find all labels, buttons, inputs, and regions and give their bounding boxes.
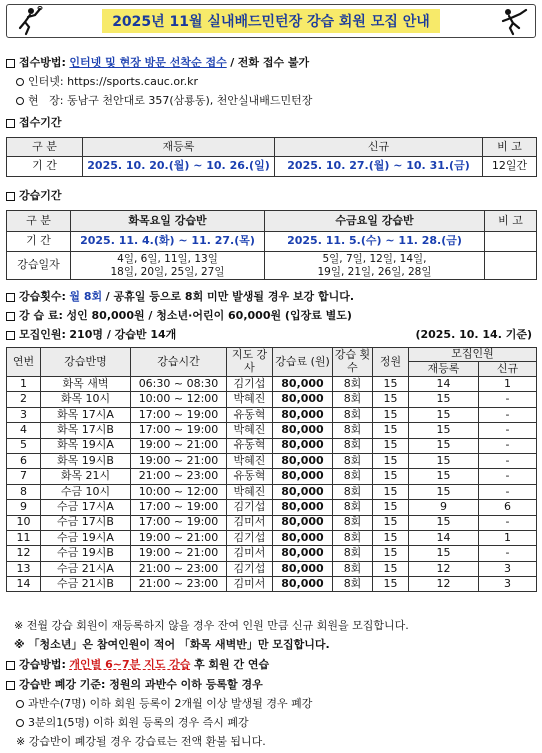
table-cell: 15	[373, 392, 409, 407]
table-cell: 14	[409, 530, 479, 545]
table-cell: 화목 19시B	[41, 453, 131, 468]
table-cell: 유동혁	[227, 469, 273, 484]
table-cell: 15	[373, 530, 409, 545]
square-bullet-icon	[6, 681, 15, 690]
table-cell: 19:00 ~ 21:00	[131, 438, 227, 453]
table-cell: 80,000	[273, 469, 333, 484]
table-cell: 80,000	[273, 546, 333, 561]
table-cell: 수금 10시	[41, 484, 131, 499]
table-row	[7, 438, 537, 453]
closure-item-1: 과반수(7명) 이하 회원 등록이 2개월 이상 발생될 경우 폐강	[6, 695, 312, 711]
table-cell: 12	[409, 561, 479, 576]
square-bullet-icon	[6, 312, 15, 321]
table-cell: 화목 새벽	[41, 377, 131, 392]
table-cell: 8회	[333, 530, 373, 545]
table-cell: 화목 17시B	[41, 423, 131, 438]
table-cell: 17:00 ~ 19:00	[131, 407, 227, 422]
table-cell: 김미서	[227, 515, 273, 530]
table-cell: 17:00 ~ 19:00	[131, 500, 227, 515]
table-cell: -	[479, 515, 537, 530]
website-link[interactable]: https://sports.cauc.or.kr	[67, 75, 198, 88]
table-cell: 김미서	[227, 577, 273, 592]
class-table-body	[7, 377, 537, 592]
table-cell: 15	[409, 407, 479, 422]
table-cell: 6	[479, 500, 537, 515]
table-row	[7, 407, 537, 422]
table-cell: 8회	[333, 515, 373, 530]
reception-online-text: 인터넷 및 현장 방문 선착순 접수	[69, 56, 227, 69]
reception-period-table: 구 분 재등록 신규 비 고 기 간 2025. 10. 20.(월) ~ 10. 26.(일) 2025. 10. 27.(월) ~ 10. 31.(금) 12일간	[6, 137, 537, 177]
table-cell: 80,000	[273, 577, 333, 592]
square-bullet-icon	[6, 293, 15, 302]
new-period: 2025. 10. 27.(월) ~ 10. 31.(금)	[275, 157, 483, 177]
table-cell: 15	[409, 392, 479, 407]
table-cell: 8회	[333, 577, 373, 592]
table-row	[7, 561, 537, 576]
lesson-count-line: 강습횟수: 월 8회 / 공휴일 등으로 8회 미만 발생될 경우 보강 합니다.	[6, 288, 354, 304]
recruit-as-of: (2025. 10. 14. 기준)	[415, 328, 532, 341]
table-cell: 21:00 ~ 23:00	[131, 561, 227, 576]
table-cell: 8회	[333, 392, 373, 407]
table-cell: 15	[409, 453, 479, 468]
class-table: 연번 강습반명 강습시간 지도 강사 강습료 (원) 강습 횟수 정원 모집인원 재등록 신규 1 화목 새벽 06:30 ~ 08:30 김기섭 80,000 8회 15 14 1 2 화목 10시 10:00 ~ 12:00 박혜진 80,000 8회 15 15 - 3 화목 17시A 17:00 ~ 19:00 유동혁 80,000 8회 15 15 - 4 화목 17시B 17:00 ~ 19:00 박혜진 80,000 8회 15 15 - 5 화목 19시A 19:00 ~ 21:00 유동혁 80,000 8회 15 15 - 6 화목 19시B 19:00 ~ 21:00 박혜진 80,000 8회 15 15 - 7 화목 21시 21:00 ~ 23:00 유동혁 80,000 8회 15 15 - 8 수금 10시 10:00 ~ 12:00 박혜진 80,000 8회 15 15 - 9 수금 17시A 17:00 ~ 19:00 김기섭 80,000 8회 15 9 6 10 수금 17시B 17:00 ~ 19:00 김미서 80,000 8회 15 15 - 11 수금 19시A 19:00 ~ 21:00 김기섭 80,000 8회 15 14 1 12 수금 19시B 19:00 ~ 21:00 김미서 80,000 8회 15 15 - 13 수금 21시A 21:00 ~ 23:00 김기섭 80,000 8회 15 12 3 14 수금 21시B 21:00 ~ 23:00 김미서 80,000 8회 15 12 3	[6, 347, 537, 592]
lesson-period-heading: 강습기간	[6, 187, 62, 203]
table-cell: -	[479, 453, 537, 468]
table-cell: 15	[409, 469, 479, 484]
table-cell: 15	[409, 546, 479, 561]
table-cell: 박혜진	[227, 423, 273, 438]
table-cell: 80,000	[273, 484, 333, 499]
table-cell: 19:00 ~ 21:00	[131, 530, 227, 545]
table-cell: 15	[373, 423, 409, 438]
table-cell: 15	[373, 546, 409, 561]
badminton-player-icon	[499, 6, 529, 36]
table-cell: 80,000	[273, 453, 333, 468]
internet-line: 인터넷: https://sports.cauc.or.kr	[6, 73, 198, 89]
wed-fri-period: 2025. 11. 5.(수) ~ 11. 28.(금)	[265, 232, 485, 252]
table-cell: 8회	[333, 484, 373, 499]
table-row	[7, 546, 537, 561]
table-cell: -	[479, 546, 537, 561]
tue-thu-days: 4일, 6일, 11일, 13일 18일, 20일, 25일, 27일	[71, 252, 265, 280]
table-cell: 15	[373, 438, 409, 453]
table-cell: 15	[409, 423, 479, 438]
table-cell: 10	[7, 515, 41, 530]
table-cell: 박혜진	[227, 484, 273, 499]
tue-thu-period: 2025. 11. 4.(화) ~ 11. 27.(목)	[71, 232, 265, 252]
table-cell: 10:00 ~ 12:00	[131, 484, 227, 499]
closure-heading: 강습반 폐강 기준: 정원의 과반수 이하 등록할 경우	[6, 676, 263, 692]
table-cell: 수금 17시B	[41, 515, 131, 530]
note-youth: ※ 「청소년」은 참여인원이 적어 「화목 새벽반」만 모집합니다.	[14, 638, 330, 651]
lesson-period-table: 구 분 화목요일 강습반 수금요일 강습반 비 고 기 간 2025. 11. 4.(화) ~ 11. 27.(목) 2025. 11. 5.(수) ~ 11. 28.(금) 강습일자 4일, 6일, 11일, 13일 18일, 20일, 25일, 27일 5일, 7일, 12일, 14일, 19일, 21일, 26일, 28일	[6, 210, 537, 280]
table-row	[7, 500, 537, 515]
reception-period-heading: 접수기간	[6, 114, 62, 130]
table-cell: 06:30 ~ 08:30	[131, 377, 227, 392]
table-cell: 80,000	[273, 530, 333, 545]
table-cell: 화목 10시	[41, 392, 131, 407]
table-cell: 15	[373, 469, 409, 484]
table-cell: 유동혁	[227, 407, 273, 422]
recruit-line: 모집인원: 210명 / 강습반 14개 (2025. 10. 14. 기준)	[6, 326, 536, 342]
table-cell: 1	[7, 377, 41, 392]
circle-bullet-icon	[16, 700, 24, 708]
table-cell: 15	[409, 484, 479, 499]
table-cell: 80,000	[273, 377, 333, 392]
table-cell: 김기섭	[227, 500, 273, 515]
table-cell: 80,000	[273, 500, 333, 515]
table-cell: 김미서	[227, 546, 273, 561]
table-cell: 13	[7, 561, 41, 576]
table-cell: 15	[373, 500, 409, 515]
lesson-fee-line: 강 습 료: 성인 80,000원 / 청소년·어린이 60,000원 (입장료 별도)	[6, 307, 352, 323]
table-cell: 80,000	[273, 561, 333, 576]
circle-bullet-icon	[16, 97, 24, 105]
table-cell: 8회	[333, 407, 373, 422]
table-cell: 14	[409, 377, 479, 392]
table-cell: 12	[7, 546, 41, 561]
table-cell: 화목 21시	[41, 469, 131, 484]
note-renewal: ※ 전월 강습 회원이 재등록하지 않을 경우 잔여 인원 만큼 신규 회원을 모집합니다.	[14, 619, 409, 632]
table-cell: 15	[409, 515, 479, 530]
reception-method-line: 접수방법: 인터넷 및 현장 방문 선착순 접수 / 전화 접수 불가	[6, 54, 309, 70]
table-cell: 8회	[333, 561, 373, 576]
table-cell: -	[479, 438, 537, 453]
table-cell: 8회	[333, 453, 373, 468]
table-cell: 9	[409, 500, 479, 515]
renewal-period: 2025. 10. 20.(월) ~ 10. 26.(일)	[83, 157, 275, 177]
table-cell: 19:00 ~ 21:00	[131, 453, 227, 468]
table-cell: 3	[479, 561, 537, 576]
table-row	[7, 484, 537, 499]
table-cell: -	[479, 423, 537, 438]
table-row	[7, 453, 537, 468]
table-cell: 80,000	[273, 515, 333, 530]
table-cell: 화목 19시A	[41, 438, 131, 453]
table-row	[7, 377, 537, 392]
table-cell: 8회	[333, 438, 373, 453]
table-cell: -	[479, 469, 537, 484]
table-cell: 19:00 ~ 21:00	[131, 546, 227, 561]
title-banner	[6, 4, 536, 38]
table-cell: 박혜진	[227, 392, 273, 407]
square-bullet-icon	[6, 192, 15, 201]
table-cell: 15	[373, 577, 409, 592]
table-cell: 8회	[333, 500, 373, 515]
method-highlight: 개인별 6~7분 지도 강습	[69, 658, 191, 671]
table-cell: 5	[7, 438, 41, 453]
table-cell: 17:00 ~ 19:00	[131, 423, 227, 438]
table-cell: 수금 19시A	[41, 530, 131, 545]
table-cell: 15	[409, 438, 479, 453]
table-cell: 박혜진	[227, 453, 273, 468]
table-cell: 화목 17시A	[41, 407, 131, 422]
table-row	[7, 577, 537, 592]
badminton-player-icon	[13, 6, 43, 36]
table-cell: 10:00 ~ 12:00	[131, 392, 227, 407]
table-cell: 6	[7, 453, 41, 468]
site-address: 동남구 천안대로 357(삼룡동), 천안실내배드민턴장	[66, 94, 313, 107]
table-cell: -	[479, 407, 537, 422]
table-row	[7, 469, 537, 484]
page-title: 2025년 11월 실내배드민턴장 강습 회원 모집 안내	[102, 9, 440, 33]
table-cell: 8회	[333, 423, 373, 438]
table-cell: 1	[479, 530, 537, 545]
reception-phone-text: 전화 접수 불가	[237, 56, 310, 69]
table-cell: 9	[7, 500, 41, 515]
table-cell: 김기섭	[227, 377, 273, 392]
method-line: 강습방법: 개인별 6~7분 지도 강습 후 회원 간 연습	[6, 656, 269, 672]
table-cell: -	[479, 484, 537, 499]
table-cell: 수금 17시A	[41, 500, 131, 515]
period-note: 12일간	[483, 157, 537, 177]
refund-note: ※ 강습반이 폐강될 경우 강습료는 전액 환불 됩니다.	[16, 735, 266, 748]
square-bullet-icon	[6, 59, 15, 68]
wed-fri-days: 5일, 7일, 12일, 14일, 19일, 21일, 26일, 28일	[265, 252, 485, 280]
table-cell: 8회	[333, 546, 373, 561]
table-cell: 21:00 ~ 23:00	[131, 469, 227, 484]
table-cell: 15	[373, 407, 409, 422]
table-cell: 8회	[333, 377, 373, 392]
table-cell: 김기섭	[227, 530, 273, 545]
table-cell: 15	[373, 484, 409, 499]
table-cell: 21:00 ~ 23:00	[131, 577, 227, 592]
table-cell: 8회	[333, 469, 373, 484]
table-cell: 수금 21시A	[41, 561, 131, 576]
table-cell: 15	[373, 561, 409, 576]
table-cell: 2	[7, 392, 41, 407]
closure-item-2: 3분의1(5명) 이하 회원 등록의 경우 즉시 폐강	[6, 714, 249, 730]
table-cell: 80,000	[273, 438, 333, 453]
square-bullet-icon	[6, 661, 15, 670]
table-row	[7, 530, 537, 545]
table-cell: 17:00 ~ 19:00	[131, 515, 227, 530]
table-row	[7, 423, 537, 438]
table-cell: 수금 19시B	[41, 546, 131, 561]
table-cell: 12	[409, 577, 479, 592]
square-bullet-icon	[6, 119, 15, 128]
table-cell: 14	[7, 577, 41, 592]
table-cell: 유동혁	[227, 438, 273, 453]
table-cell: 김기섭	[227, 561, 273, 576]
table-cell: -	[479, 392, 537, 407]
table-cell: 80,000	[273, 392, 333, 407]
table-cell: 3	[479, 577, 537, 592]
table-cell: 1	[479, 377, 537, 392]
square-bullet-icon	[6, 331, 15, 340]
table-cell: 80,000	[273, 407, 333, 422]
table-cell: 3	[7, 407, 41, 422]
circle-bullet-icon	[16, 719, 24, 727]
table-cell: 4	[7, 423, 41, 438]
table-cell: 8	[7, 484, 41, 499]
table-row	[7, 392, 537, 407]
table-cell: 15	[373, 453, 409, 468]
table-cell: 80,000	[273, 423, 333, 438]
table-row	[7, 515, 537, 530]
table-cell: 7	[7, 469, 41, 484]
table-cell: 수금 21시B	[41, 577, 131, 592]
circle-bullet-icon	[16, 78, 24, 86]
table-cell: 15	[373, 515, 409, 530]
table-cell: 11	[7, 530, 41, 545]
table-cell: 15	[373, 377, 409, 392]
site-line: 현 장: 동남구 천안대로 357(삼룡동), 천안실내배드민턴장	[6, 92, 312, 108]
